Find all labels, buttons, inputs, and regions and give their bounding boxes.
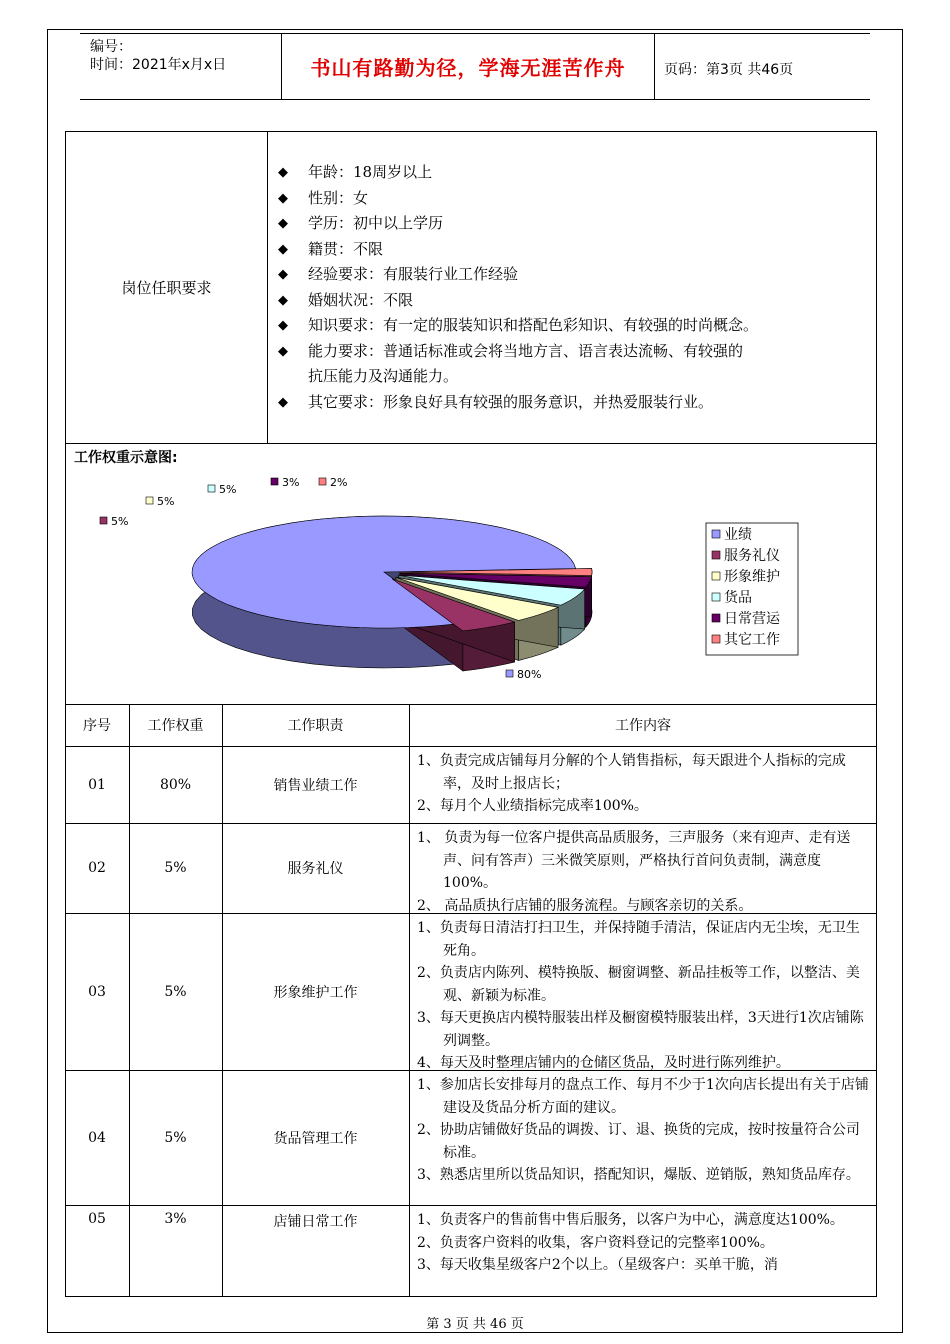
pie-data-label: 5% xyxy=(157,495,175,508)
content-line: 2、负责店内陈列、模特换版、橱窗调整、新品挂板等工作，以整洁、美观、新颖为标准。 xyxy=(417,965,860,1004)
row-content xyxy=(409,746,877,823)
requirement-item: ◆ 其它要求：形象良好具有较强的服务意识，并热爱服装行业。 xyxy=(278,390,868,416)
legend-entry: 其它工作 xyxy=(724,632,780,648)
row-no: 05 xyxy=(88,1211,106,1227)
pie-data-label: 5% xyxy=(111,515,129,528)
content-line: 1、负责完成店铺每月分解的个人销售指标，每天跟进个人指标的完成率，及时上报店长； xyxy=(417,753,846,792)
chart-title: 工作权重示意图: xyxy=(74,450,178,466)
diamond-bullet-icon: ◆ xyxy=(278,292,288,308)
diamond-bullet-icon: ◆ xyxy=(278,241,288,257)
requirement-item: ◆ 能力要求：普通话标准或会将当地方言、语言表达流畅、有较强的 抗压能力及沟通能力。 xyxy=(278,339,868,390)
pie-label-swatch xyxy=(208,485,215,492)
col-header-no: 序号 xyxy=(83,718,111,734)
diamond-bullet-icon: ◆ xyxy=(278,190,288,206)
requirement-item: ◆ 学历：初中以上学历 xyxy=(278,211,868,237)
diamond-bullet-icon: ◆ xyxy=(278,267,288,282)
row-no: 01 xyxy=(88,776,106,793)
pie-label-swatch xyxy=(506,670,513,677)
page-number-label: 页码：第3页 共46页 xyxy=(664,62,794,78)
row-duty: 货品管理工作 xyxy=(273,1130,358,1147)
content-line: 4、每天及时整理店铺内的仓储区货品，及时进行陈列维护。 xyxy=(417,1055,790,1071)
legend-entry: 服务礼仪 xyxy=(724,548,780,564)
legend-swatch xyxy=(712,551,720,559)
requirements-divider xyxy=(267,131,268,444)
col-header-weight: 工作权重 xyxy=(147,718,204,734)
row-no: 02 xyxy=(88,860,106,876)
row-duty: 店铺日常工作 xyxy=(273,1214,358,1230)
content-line: 3、每天收集星级客户2个以上。（星级客户：买单干脆，消 xyxy=(417,1257,778,1273)
content-line: 2、每月个人业绩指标完成率100%。 xyxy=(417,798,648,814)
row-weight: 3% xyxy=(164,1211,187,1227)
content-line: 1、参加店长安排每月的盘点工作、每月不少于1次向店长提出有关于店铺建设及货品分析方面的建议。 xyxy=(417,1077,869,1116)
doc-code-label: 编号： xyxy=(90,39,132,55)
diamond-bullet-icon: ◆ xyxy=(278,318,288,333)
diamond-bullet-icon: ◆ xyxy=(278,394,288,410)
row-weight: 80% xyxy=(159,776,192,793)
legend-swatch xyxy=(712,530,720,538)
row-duty: 销售业绩工作 xyxy=(273,777,358,794)
row-weight: 5% xyxy=(164,1129,187,1146)
header-divider xyxy=(654,33,655,100)
requirement-item: ◆ 经验要求：有服装行业工作经验 xyxy=(278,262,868,288)
content-line: 2、协助店铺做好货品的调拨、订、退、换货的完成，按时按量符合公司标准。 xyxy=(417,1122,860,1161)
content-line: 1、负责客户的售前售中售后服务，以客户为中心，满意度达100%。 xyxy=(417,1212,844,1228)
page-footer: 第 3 页 共 46 页 xyxy=(426,1317,524,1332)
row-no: 03 xyxy=(88,983,106,1000)
requirement-item: ◆ 年龄：18周岁以上 xyxy=(278,160,868,186)
row-duty: 形象维护工作 xyxy=(273,984,358,1001)
row-weight: 5% xyxy=(164,983,187,1000)
legend-entry: 形象维护 xyxy=(724,569,780,585)
content-line: 2、 高品质执行店铺的服务流程。与顾客亲切的关系。 xyxy=(417,897,753,914)
row-weight: 5% xyxy=(164,860,187,876)
legend-entry: 日常营运 xyxy=(724,611,780,627)
col-header-duty: 工作职责 xyxy=(287,718,344,734)
content-line: 1、 负责为每一位客户提供高品质服务，三声服务（来有迎声、走有送声、问有答声）三米微笑原则，严格执行首问负责制，满意度100%。 xyxy=(417,830,851,891)
legend-swatch xyxy=(712,593,720,601)
legend-entry: 货品 xyxy=(724,590,752,606)
header-motto: 书山有路勤为径，学海无涯苦作舟 xyxy=(310,56,626,80)
requirements-label: 岗位任职要求 xyxy=(121,279,212,297)
legend-swatch xyxy=(712,614,720,622)
diamond-bullet-icon: ◆ xyxy=(278,165,288,180)
content-line: 3、每天更换店内模特服装出样及橱窗模特服装出样，3天进行1次店铺陈列调整。 xyxy=(417,1010,864,1049)
row-content xyxy=(409,1205,877,1297)
row-content xyxy=(409,823,877,913)
legend-swatch xyxy=(712,635,720,643)
diamond-bullet-icon: ◆ xyxy=(278,216,288,231)
row-content xyxy=(409,1070,877,1205)
requirement-item: ◆ 婚姻状况：不限 xyxy=(278,288,868,314)
requirement-item: ◆ 籍贯：不限 xyxy=(278,237,868,263)
content-line: 1、负责每日清洁打扫卫生，并保持随手清洁，保证店内无尘埃，无卫生死角。 xyxy=(417,920,860,959)
pie-data-label: 2% xyxy=(330,476,348,489)
legend-swatch xyxy=(712,572,720,580)
content-line: 3、熟悉店里所以货品知识，搭配知识，爆版、逆销版，熟知货品库存。 xyxy=(417,1167,860,1183)
diamond-bullet-icon: ◆ xyxy=(278,343,288,359)
row-duty: 服务礼仪 xyxy=(287,861,344,877)
pie-data-label: 80% xyxy=(517,668,542,681)
legend-entry: 业绩 xyxy=(724,527,752,543)
requirement-item: ◆ 知识要求：有一定的服装知识和搭配色彩知识、有较强的时尚概念。 xyxy=(278,313,868,339)
pie-label-swatch xyxy=(100,517,107,524)
col-header-content: 工作内容 xyxy=(615,718,671,734)
requirements-list xyxy=(278,160,868,415)
pie-data-label: 3% xyxy=(282,476,300,489)
doc-time-label: 时间：2021年x月x日 xyxy=(90,57,227,73)
pie-label-swatch xyxy=(146,497,153,504)
pie-data-label: 5% xyxy=(219,483,237,496)
row-content xyxy=(409,913,877,1070)
weight-pie-chart xyxy=(66,465,876,703)
content-line: 2、负责客户资料的收集，客户资料登记的完整率100%。 xyxy=(417,1234,774,1251)
pie-label-swatch xyxy=(319,478,326,485)
row-no: 04 xyxy=(88,1129,106,1146)
requirement-item: ◆ 性别：女 xyxy=(278,186,868,212)
pie-label-swatch xyxy=(271,478,278,485)
